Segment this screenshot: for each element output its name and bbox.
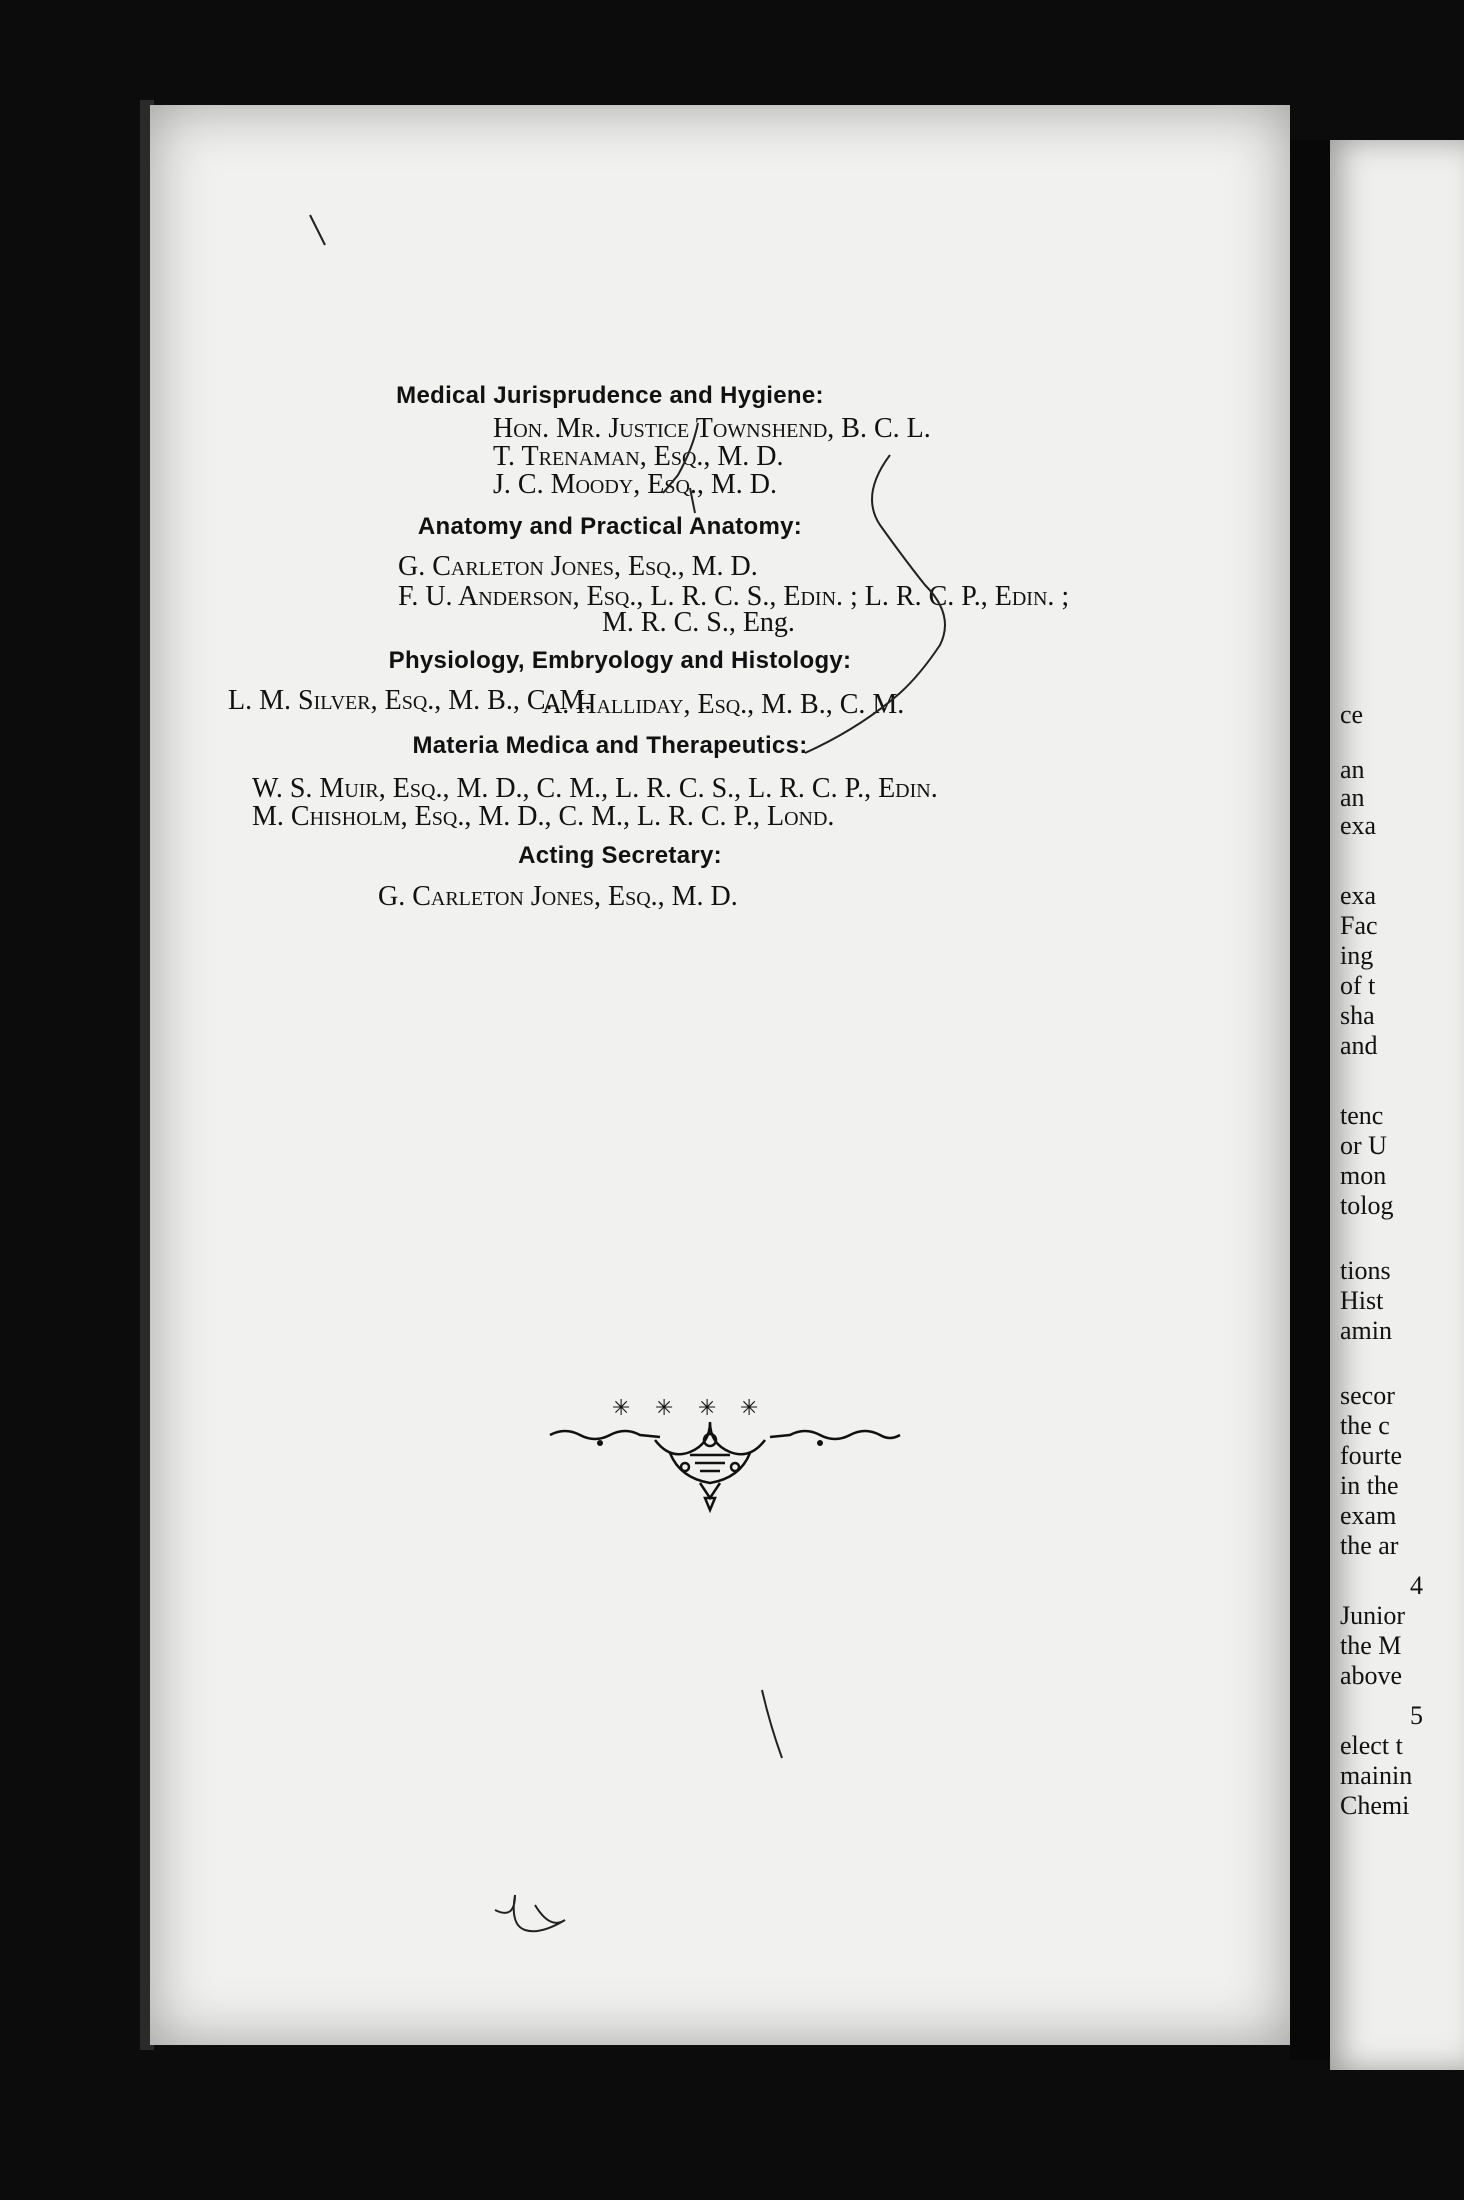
facing-fragment: ing bbox=[1340, 941, 1374, 970]
member-secretary: G. Carleton Jones, Esq., M. D. bbox=[378, 881, 738, 912]
facing-fragment: mainin bbox=[1340, 1761, 1413, 1790]
section-heading-secretary: Acting Secretary: bbox=[518, 842, 722, 869]
svg-text:✳: ✳ bbox=[740, 1396, 759, 1421]
facing-fragment: above bbox=[1340, 1661, 1403, 1690]
facing-fragment: of t bbox=[1340, 971, 1376, 1000]
facing-fragment: Junior bbox=[1340, 1601, 1405, 1630]
facing-fragment: the ar bbox=[1340, 1531, 1399, 1560]
pencil-marks bbox=[150, 105, 1290, 2045]
facing-fragment: 5 bbox=[1410, 1701, 1423, 1730]
facing-page bbox=[1330, 140, 1464, 2070]
facing-fragment: fourte bbox=[1340, 1441, 1403, 1470]
member-chisholm: M. Chisholm, Esq., M. D., C. M., L. R. C. P., Lond. bbox=[252, 801, 835, 832]
member-moody: J. C. Moody, Esq., M. D. bbox=[493, 469, 778, 500]
facing-fragment: an bbox=[1340, 783, 1365, 812]
section-heading-jurisprudence: Medical Jurisprudence and Hygiene: bbox=[396, 382, 824, 409]
member-halliday: A. Halliday, Esq., M. B., C. M. bbox=[542, 689, 905, 720]
facing-fragment: exa bbox=[1340, 881, 1377, 910]
member-anderson: F. U. Anderson, Esq., L. R. C. S., Edin. ; L. R. C. P., Edin. ; bbox=[398, 581, 1070, 612]
facing-fragment: the M bbox=[1340, 1631, 1402, 1660]
svg-text:✳: ✳ bbox=[612, 1396, 631, 1421]
facing-fragment: ce bbox=[1340, 700, 1364, 729]
facing-fragment: amin bbox=[1340, 1316, 1392, 1345]
facing-fragment: or U bbox=[1340, 1131, 1387, 1160]
facing-fragment: tenc bbox=[1340, 1101, 1384, 1130]
svg-text:✳: ✳ bbox=[655, 1396, 674, 1421]
member-townshend: Hon. Mr. Justice Townshend, B. C. L. bbox=[493, 413, 931, 444]
member-anderson-cont: M. R. C. S., Eng. bbox=[602, 607, 795, 638]
facing-fragment: an bbox=[1340, 755, 1365, 784]
facing-fragment: mon bbox=[1340, 1161, 1387, 1190]
facing-fragment: Fac bbox=[1340, 911, 1378, 940]
section-heading-anatomy: Anatomy and Practical Anatomy: bbox=[417, 513, 803, 540]
section-heading-physiology: Physiology, Embryology and Histology: bbox=[388, 647, 852, 674]
facing-fragment: the c bbox=[1340, 1411, 1390, 1440]
book-gutter bbox=[1290, 140, 1330, 2060]
facing-fragment: 4 bbox=[1410, 1571, 1423, 1600]
facing-fragment: secor bbox=[1340, 1381, 1395, 1410]
member-silver: L. M. Silver, Esq., M. B., C. M. bbox=[228, 685, 592, 716]
facing-fragment: elect t bbox=[1340, 1731, 1403, 1760]
facing-fragment: in the bbox=[1340, 1471, 1399, 1500]
facing-fragment: Chemi bbox=[1340, 1791, 1410, 1820]
facing-fragment: sha bbox=[1340, 1001, 1375, 1030]
facing-fragment: tolog bbox=[1340, 1191, 1394, 1220]
facing-fragment: tions bbox=[1340, 1256, 1391, 1285]
section-heading-materia-medica: Materia Medica and Therapeutics: bbox=[412, 732, 808, 759]
facing-fragment: Hist bbox=[1340, 1286, 1384, 1315]
book-page bbox=[150, 105, 1290, 2045]
facing-fragment: exa bbox=[1340, 811, 1377, 840]
member-trenaman: T. Trenaman, Esq., M. D. bbox=[493, 441, 784, 472]
member-jones: G. Carleton Jones, Esq., M. D. bbox=[398, 551, 758, 582]
svg-text:✳: ✳ bbox=[698, 1396, 717, 1421]
facing-fragment: and bbox=[1340, 1031, 1378, 1060]
facing-fragment: exam bbox=[1340, 1501, 1397, 1530]
member-muir: W. S. Muir, Esq., M. D., C. M., L. R. C. S., L. R. C. P., Edin. bbox=[252, 773, 938, 804]
